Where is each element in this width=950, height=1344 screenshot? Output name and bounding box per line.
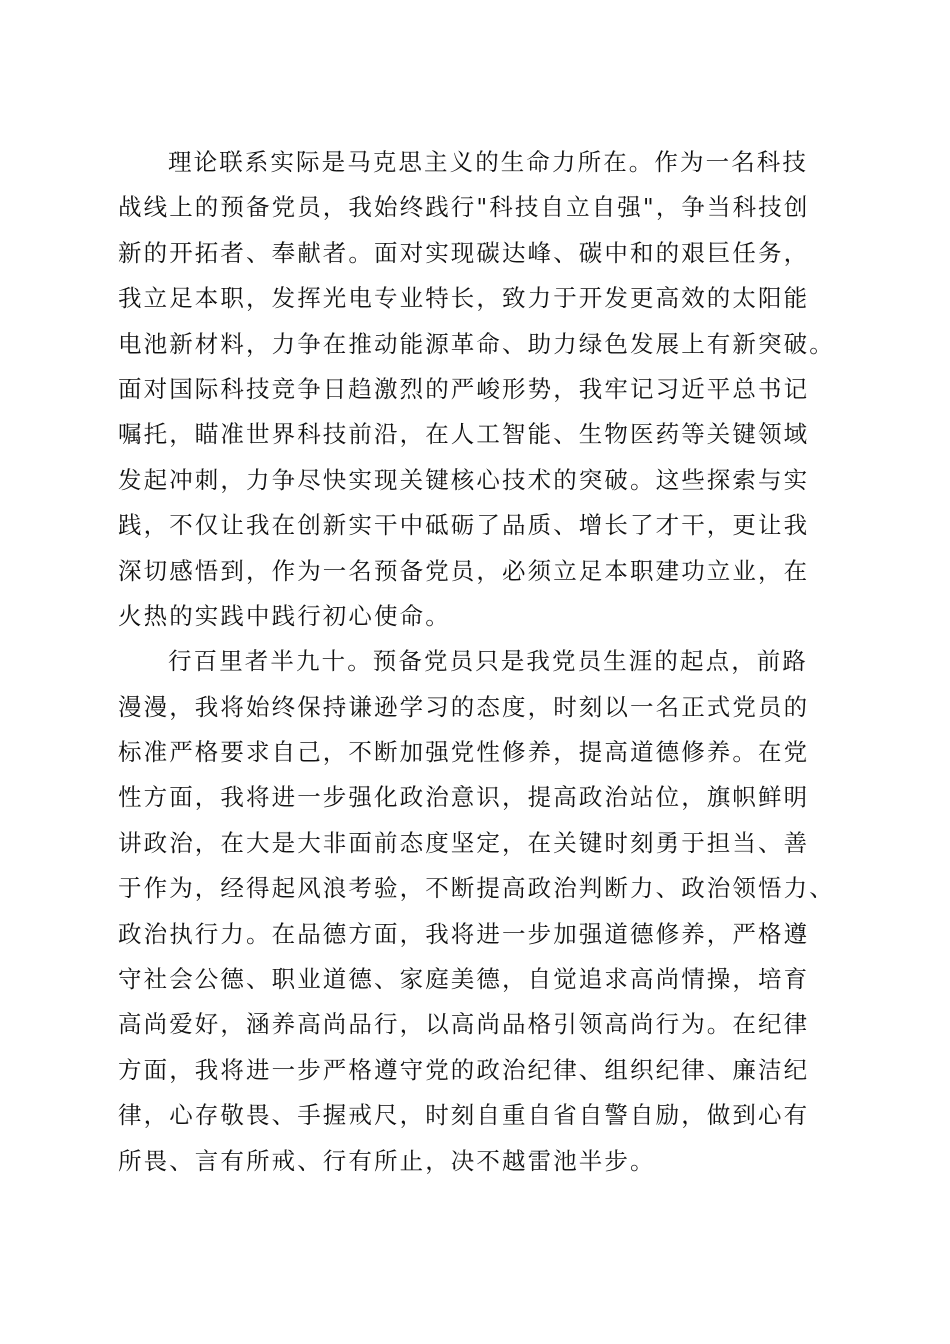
paragraph-line: 于作为，经得起风浪考验，不断提高政治判断力、政治领悟力、 [118,874,835,903]
paragraph-line: 电池新材料，力争在推动能源革命、助力绿色发展上有新突破。 [118,329,835,358]
paragraph-line: 高尚爱好，涵养高尚品行，以高尚品格引领高尚行为。在纪律 [118,1010,810,1039]
paragraph-line: 性方面，我将进一步强化政治意识，提高政治站位，旗帜鲜明 [118,783,810,812]
paragraph-line: 政治执行力。在品德方面，我将进一步加强道德修养，严格遵 [118,919,810,948]
paragraph-line: 新的开拓者、奉献者。面对实现碳达峰、碳中和的艰巨任务， [118,238,810,267]
paragraph-commitment [118,639,838,1184]
paragraph-line: 发起冲刺，力争尽快实现关键核心技术的突破。这些探索与实 [118,465,810,494]
paragraph-line: 漫漫，我将始终保持谦逊学习的态度，时刻以一名正式党员的 [118,692,810,721]
paragraph-line: 战线上的预备党员，我始终践行"科技自立自强"，争当科技创 [118,193,810,222]
paragraph-practice [118,140,838,639]
paragraph-line: 讲政治，在大是大非面前态度坚定，在关键时刻勇于担当、善 [118,828,810,857]
paragraph-line: 方面，我将进一步严格遵守党的政治纪律、组织纪律、廉洁纪 [118,1055,810,1084]
paragraph-line: 我立足本职，发挥光电专业特长，致力于开发更高效的太阳能 [118,284,810,313]
paragraph-line: 行百里者半九十。预备党员只是我党员生涯的起点，前路 [168,647,808,676]
paragraph-line: 面对国际科技竞争日趋激烈的严峻形势，我牢记习近平总书记 [118,374,810,403]
paragraph-line: 律，心存敬畏、手握戒尺，时刻自重自省自警自励，做到心有 [118,1101,810,1130]
paragraph-line: 火热的实践中践行初心使命。 [118,601,451,630]
paragraph-line: 深切感悟到，作为一名预备党员，必须立足本职建功立业，在 [118,556,810,585]
paragraph-line: 所畏、言有所戒、行有所止，决不越雷池半步。 [118,1146,656,1175]
paragraph-line: 嘱托，瞄准世界科技前沿，在人工智能、生物医药等关键领域 [118,420,810,449]
paragraph-line: 守社会公德、职业道德、家庭美德，自觉追求高尚情操，培育 [118,965,810,994]
document-body [118,140,838,1184]
paragraph-line: 践，不仅让我在创新实干中砥砺了品质、增长了才干，更让我 [118,511,810,540]
paragraph-line: 理论联系实际是马克思主义的生命力所在。作为一名科技 [168,148,808,176]
paragraph-line: 标准严格要求自己，不断加强党性修养，提高道德修养。在党 [118,738,810,767]
